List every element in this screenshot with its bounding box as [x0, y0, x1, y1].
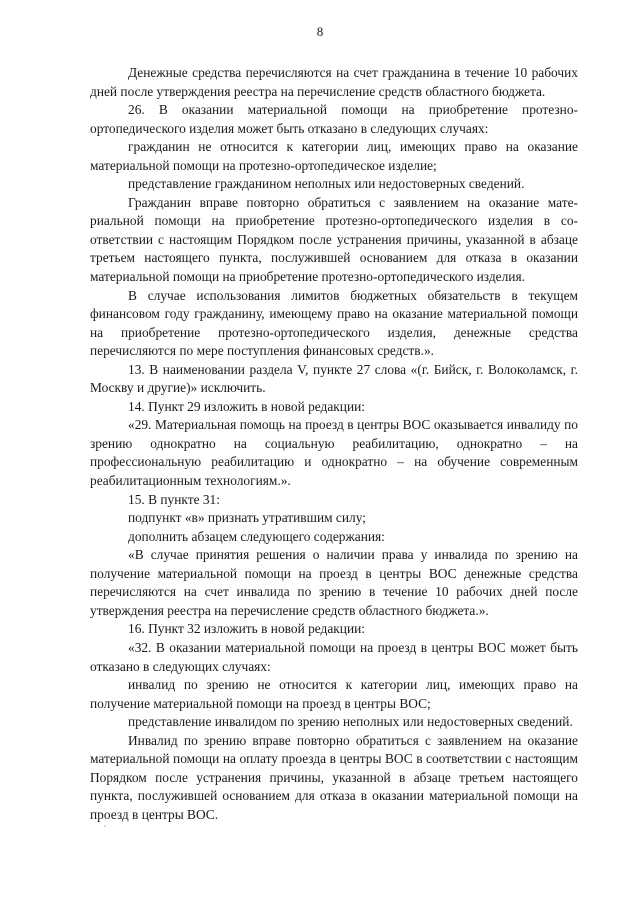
paragraph: подпункт «в» признать утратившим силу;	[128, 510, 366, 526]
paragraph: «29. Материальная помощь на проезд в центры ВОС оказывается инвалиду по зрению однократно на социальную реабилитацию, однократно – на профессиональную реабилитацию и однократно – на обучение современным реабилитационным технологиям.».	[90, 417, 578, 489]
paragraph: «В случае принятия решения о наличии права у инвалида по зрению на получение материальной помощи на проезд в центры ВОС денежные средства перечисляются на счет инвалида по зрению в течение 10 рабочих дней после утверждения реестра на перечисление средств областного бюджета.».	[90, 547, 578, 618]
paragraph: Гражданин вправе повторно обратиться с заявлением на оказание материальной помощи на приобретение протезно-ортопедического изделия в соответствии с настоящим Порядком после устранения причины, указанной в абзаце третьем настоящего пункта, послужившей основанием для отказа в оказании материальной помощи на приобретение протезно-ортопедического изделия.	[90, 194, 578, 285]
paragraph: 14. Пункт 29 изложить в новой редакции:	[128, 398, 366, 414]
paragraph: В случае использования лимитов бюджетных обязательств в текущем финансовом году гражданину, имеющему право на оказание материальной помощи на приобретение протезно-ортопедического изделия, денежные средства перечисляются по мере поступления финансовых средств.».	[90, 287, 578, 359]
document-body	[90, 64, 578, 824]
paragraph: представление гражданином неполных или недостоверных сведений.	[128, 176, 525, 192]
paragraph: Инвалид по зрению вправе повторно обратиться с заявлением на оказание материальной помощи на оплату проезда в центры ВОС в соответствии с настоящим Порядком после устранения причины, указанной в абзаце третьем настоящего пункта, послужившей основанием для отказа в оказании материальной помощи на проезд в центры ВОС.	[90, 732, 578, 822]
page-number: 8	[316, 24, 324, 39]
paragraph: 13. В наименовании раздела V, пункте 27 слова «(г. Бийск, г. Волоколамск, г. Москву и другие)» исключить.	[90, 361, 578, 396]
paragraph: гражданин не относится к категории лиц, имеющих право на оказание материальной помощи на протезно-ортопедическое изделие;	[90, 139, 578, 173]
paragraph: Денежные средства перечисляются на счет гражданина в течение 10 рабочих дней после утверждения реестра на перечисление средств областного бюджета.	[90, 65, 578, 99]
paragraph: дополнить абзацем следующего содержания:	[128, 528, 385, 544]
paragraph: представление инвалидом по зрению неполных или недостоверных сведений.	[128, 714, 573, 730]
paragraph: инвалид по зрению не относится к категории лиц, имеющих право на получение материальной помощи на проезд в центры ВОС;	[90, 677, 578, 711]
paragraph: 26. В оказании материальной помощи на приобретение протезно-ортопедического изделия может быть отказано в следующих случаях:	[90, 102, 578, 136]
scan-speck	[104, 825, 106, 827]
paragraph: 16. Пункт 32 изложить в новой редакции:	[128, 621, 366, 637]
paragraph: 15. В пункте 31:	[128, 491, 220, 507]
paragraph: «32. В оказании материальной помощи на проезд в центры ВОС может быть отказано в следующих случаях:	[90, 639, 578, 674]
